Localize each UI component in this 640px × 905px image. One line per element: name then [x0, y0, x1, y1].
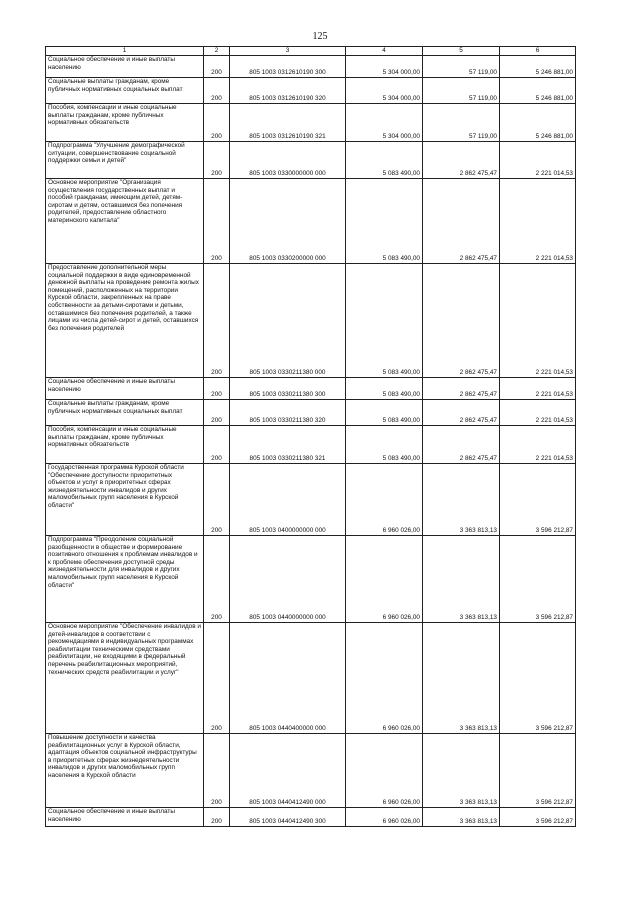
header-row	[46, 47, 576, 56]
cell-c2: 200	[204, 623, 230, 734]
cell-v5: 2 862 475,47	[423, 179, 500, 264]
cell-v6: 5 246 881,00	[500, 78, 576, 104]
cell-v4: 5 083 490,00	[346, 179, 423, 264]
cell-v4: 5 083 490,00	[346, 264, 423, 378]
cell-code: 805 1003 0440000000 000	[230, 536, 346, 623]
header-cell: 4	[346, 47, 423, 56]
cell-name: Социальное обеспечение и иные выплаты населению	[46, 56, 204, 78]
cell-v4: 6 960 026,00	[346, 734, 423, 808]
table-row	[46, 808, 576, 827]
cell-v4: 5 304 000,00	[346, 78, 423, 104]
cell-v5: 57 119,00	[423, 56, 500, 78]
table-row	[46, 426, 576, 464]
cell-c2: 200	[204, 808, 230, 827]
cell-code: 805 1003 0312610190 320	[230, 78, 346, 104]
cell-code: 805 1003 0400000000 000	[230, 464, 346, 536]
table-row	[46, 264, 576, 378]
cell-name: Социальные выплаты гражданам, кроме публичных нормативных социальных выплат	[46, 78, 204, 104]
page-number: 125	[312, 31, 328, 42]
cell-v6: 5 246 881,00	[500, 104, 576, 142]
cell-v4: 5 083 490,00	[346, 400, 423, 426]
cell-name: Пособия, компенсации и иные социальные выплаты гражданам, кроме публичных нормативных обязательств	[46, 104, 204, 142]
cell-name: Социальные выплаты гражданам, кроме публичных нормативных социальных выплат	[46, 400, 204, 426]
cell-v6: 2 221 014,53	[500, 179, 576, 264]
cell-v6: 2 221 014,53	[500, 400, 576, 426]
cell-v5: 2 862 475,47	[423, 400, 500, 426]
cell-v4: 5 304 000,00	[346, 56, 423, 78]
cell-name: Подпрограмма "Улучшение демографической ситуации, совершенствование социальной поддержки семьи и детей"	[46, 142, 204, 179]
table-row	[46, 78, 576, 104]
cell-v4: 5 083 490,00	[346, 142, 423, 179]
cell-c2: 200	[204, 400, 230, 426]
cell-v5: 3 363 813,13	[423, 808, 500, 827]
cell-v5: 2 862 475,47	[423, 264, 500, 378]
table-body	[46, 56, 576, 827]
table-row	[46, 104, 576, 142]
table-row	[46, 142, 576, 179]
cell-name: Основное мероприятие "Организация осуществления государственных выплат и пособий гражданам, имеющим детей, детям-сиротам и детям, оставшимся без попечения родителей, предоставление областного материнского капитала"	[46, 179, 204, 264]
cell-name: Государственная программа Курской области "Обеспечение доступности приоритетных объектов и услуг в приоритетных сферах жизнедеятельности инвалидов и других маломобильных групп населения в Курской области"	[46, 464, 204, 536]
header-cell: 1	[46, 47, 204, 56]
cell-v6: 3 596 212,87	[500, 623, 576, 734]
cell-code: 805 1003 0330211380 000	[230, 264, 346, 378]
table-row	[46, 623, 576, 734]
cell-code: 805 1003 0330211380 300	[230, 378, 346, 400]
cell-v5: 3 363 813,13	[423, 536, 500, 623]
header-cell: 2	[204, 47, 230, 56]
cell-name: Социальное обеспечение и иные выплаты населению	[46, 378, 204, 400]
table-row	[46, 378, 576, 400]
cell-v4: 5 083 490,00	[346, 426, 423, 464]
cell-name: Социальное обеспечение и иные выплаты населению	[46, 808, 204, 827]
cell-v6: 3 596 212,87	[500, 734, 576, 808]
cell-code: 805 1003 0330200000 000	[230, 179, 346, 264]
cell-c2: 200	[204, 464, 230, 536]
cell-v4: 6 960 026,00	[346, 536, 423, 623]
cell-v6: 2 221 014,53	[500, 264, 576, 378]
cell-code: 805 1003 0440400000 000	[230, 623, 346, 734]
cell-v6: 5 246 881,00	[500, 56, 576, 78]
cell-c2: 200	[204, 426, 230, 464]
cell-name: Основное мероприятие "Обеспечение инвалидов и детей-инвалидов в соответствии с рекомендациями в индивидуальных программах реабилитации техническими средствами реабилитации, не входящими в федеральный перечень реабилитационных мероприятий, технических средств реабилитации и услуг"	[46, 623, 204, 734]
cell-v6: 3 596 212,87	[500, 808, 576, 827]
cell-code: 805 1003 0330000000 000	[230, 142, 346, 179]
header-cell: 3	[230, 47, 346, 56]
cell-v5: 3 363 813,13	[423, 623, 500, 734]
cell-v5: 2 862 475,47	[423, 426, 500, 464]
cell-code: 805 1003 0330211380 321	[230, 426, 346, 464]
cell-name: Пособия, компенсации и иные социальные выплаты гражданам, кроме публичных нормативных обязательств	[46, 426, 204, 464]
cell-v6: 2 221 014,53	[500, 426, 576, 464]
cell-code: 805 1003 0330211380 320	[230, 400, 346, 426]
cell-v4: 5 304 000,00	[346, 104, 423, 142]
header-cell: 6	[500, 47, 576, 56]
cell-c2: 200	[204, 378, 230, 400]
cell-c2: 200	[204, 104, 230, 142]
table-row	[46, 536, 576, 623]
cell-code: 805 1003 0312610190 300	[230, 56, 346, 78]
table-row	[46, 464, 576, 536]
cell-name: Подпрограмма "Преодоление социальной разобщенности в обществе и формирование позитивного отношения к проблемам инвалидов и к проблеме обеспечения доступной среды жизнедеятельности для инвалидов и других маломобильных групп населения в Курской области"	[46, 536, 204, 623]
cell-v6: 2 221 014,53	[500, 142, 576, 179]
cell-v5: 2 862 475,47	[423, 378, 500, 400]
cell-code: 805 1003 0440412490 300	[230, 808, 346, 827]
cell-c2: 200	[204, 78, 230, 104]
cell-v6: 2 221 014,53	[500, 378, 576, 400]
table-row	[46, 56, 576, 78]
cell-code: 805 1003 0312610190 321	[230, 104, 346, 142]
cell-c2: 200	[204, 179, 230, 264]
budget-table	[45, 46, 576, 827]
cell-code: 805 1003 0440412490 000	[230, 734, 346, 808]
cell-v4: 6 960 026,00	[346, 464, 423, 536]
cell-v6: 3 596 212,87	[500, 464, 576, 536]
cell-v5: 57 119,00	[423, 78, 500, 104]
cell-v5: 3 363 813,13	[423, 734, 500, 808]
cell-c2: 200	[204, 56, 230, 78]
cell-v5: 2 862 475,47	[423, 142, 500, 179]
cell-v4: 6 960 026,00	[346, 808, 423, 827]
cell-name: Предоставление дополнительной меры социальной поддержки в виде единовременной денежной выплаты на проведение ремонта жилых помещений, расположенных на территории Курской области, закрепленных на праве собственности за детьми-сиротами и детьми, оставшимися без попечения родителей, а также лицами из числа детей-сирот и детей, оставшихся без попечения родителей	[46, 264, 204, 378]
cell-name: Повышение доступности и качества реабилитационных услуг в Курской области, адаптация объектов социальной инфраструктуры в приоритетных сферах жизнедеятельности инвалидов и других маломобильных групп населения в Курской области	[46, 734, 204, 808]
cell-v5: 3 363 813,13	[423, 464, 500, 536]
table-row	[46, 179, 576, 264]
table-row	[46, 734, 576, 808]
cell-v4: 5 083 490,00	[346, 378, 423, 400]
table-row	[46, 400, 576, 426]
cell-c2: 200	[204, 734, 230, 808]
cell-c2: 200	[204, 142, 230, 179]
header-cell: 5	[423, 47, 500, 56]
cell-v5: 57 119,00	[423, 104, 500, 142]
cell-c2: 200	[204, 536, 230, 623]
cell-c2: 200	[204, 264, 230, 378]
cell-v4: 6 960 026,00	[346, 623, 423, 734]
cell-v6: 3 596 212,87	[500, 536, 576, 623]
